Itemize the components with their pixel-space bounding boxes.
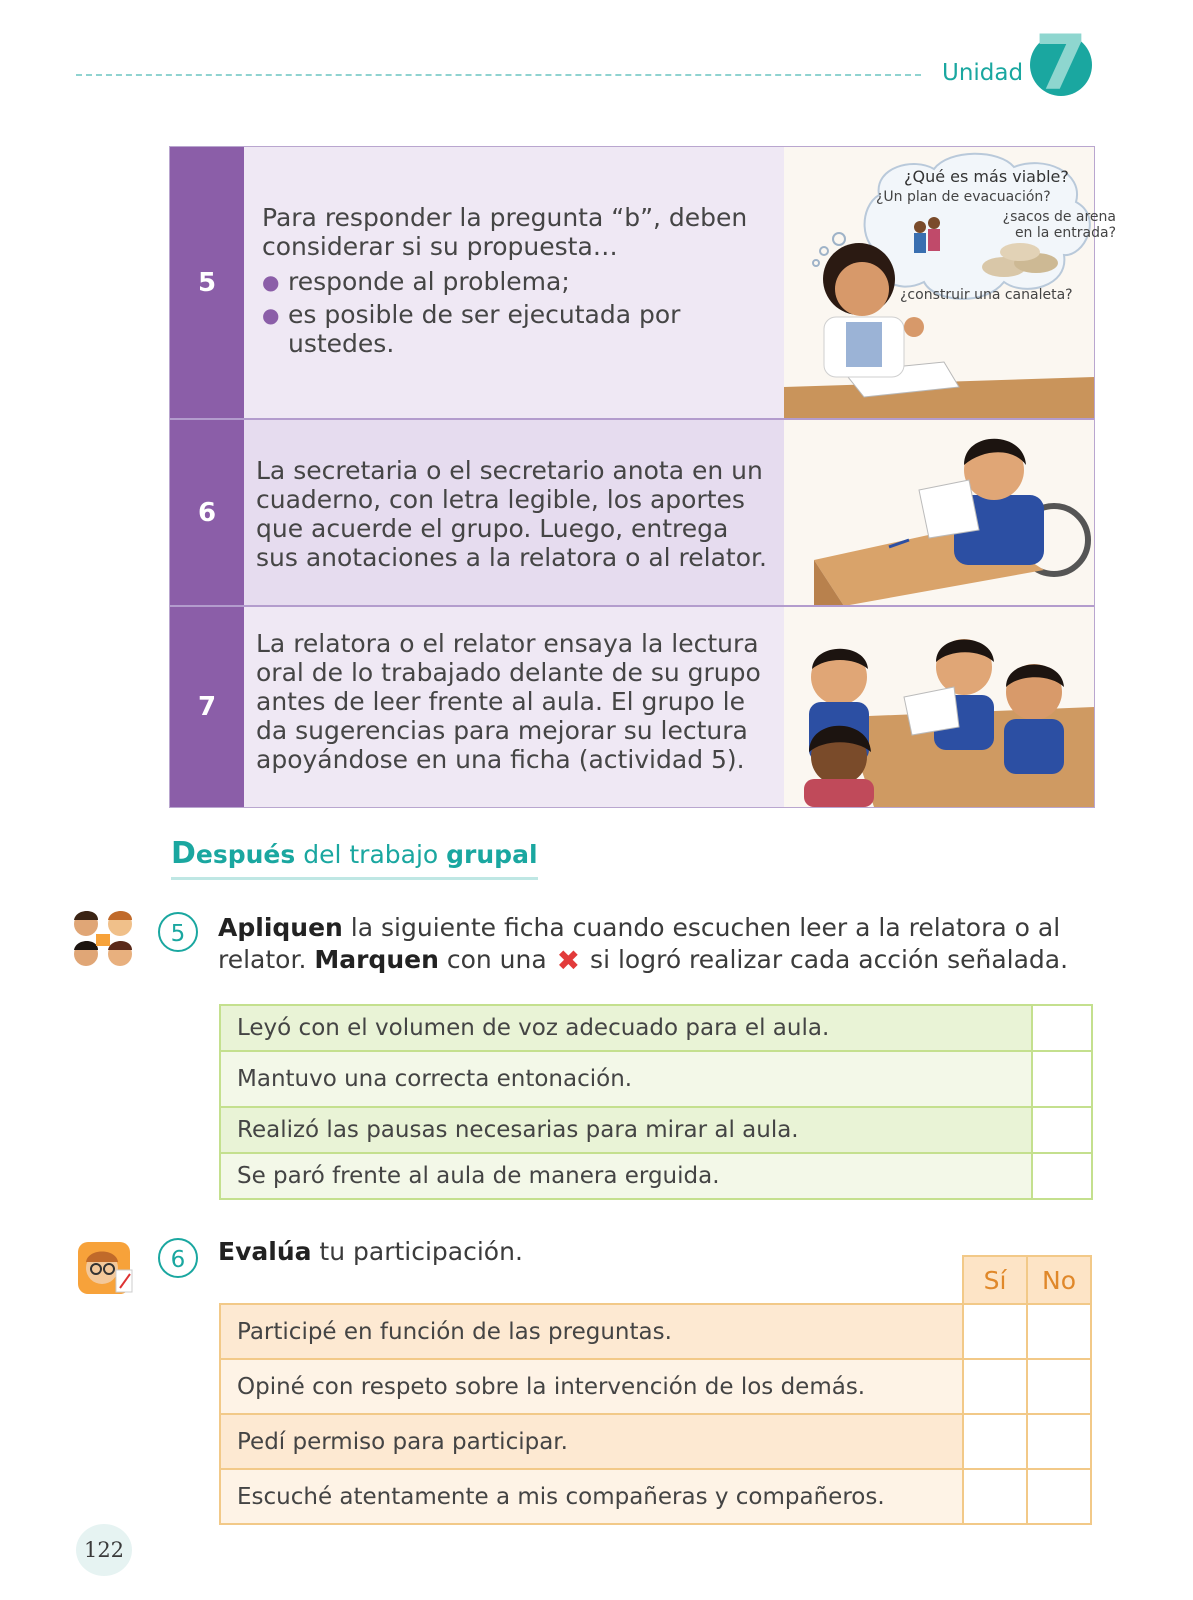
table-header-row bbox=[220, 1256, 1091, 1304]
page-number: 122 bbox=[76, 1524, 132, 1576]
checklist-row bbox=[220, 1107, 1092, 1153]
column-no: No bbox=[1027, 1256, 1091, 1304]
check-box[interactable] bbox=[1032, 1107, 1092, 1153]
evaluation-row bbox=[220, 1469, 1091, 1524]
evaluation-row bbox=[220, 1304, 1091, 1359]
self-evaluation-table bbox=[219, 1255, 1092, 1525]
evaluation-item: Escuché atentamente a mis compañeras y compañeros. bbox=[220, 1469, 963, 1524]
checklist-row bbox=[220, 1051, 1092, 1107]
activity-number: 5 bbox=[158, 912, 198, 952]
boy-wheelchair-illustration bbox=[784, 420, 1094, 606]
step-number: 5 bbox=[170, 147, 244, 419]
bubble-question: ¿sacos de arena en la entrada? bbox=[1002, 209, 1116, 241]
instruction-verb: Marquen bbox=[314, 945, 439, 974]
bullet-icon: ● bbox=[262, 270, 280, 294]
unit-label: Unidad bbox=[942, 60, 1024, 86]
instruction-verb: Apliquen bbox=[218, 913, 343, 942]
check-box[interactable] bbox=[1032, 1153, 1092, 1199]
no-box[interactable] bbox=[1027, 1469, 1091, 1524]
girl-thinking-illustration bbox=[784, 147, 1116, 419]
girl-thinking-image bbox=[784, 147, 1094, 419]
evaluation-item: Participé en función de las preguntas. bbox=[220, 1304, 963, 1359]
yes-box[interactable] bbox=[963, 1414, 1027, 1469]
steps-table bbox=[169, 146, 1116, 808]
no-box[interactable] bbox=[1027, 1414, 1091, 1469]
step-text: La relatora o el relator ensaya la lectura oral de lo trabajado delante de su grupo antes de leer frente al aula. El grupo le da sugerencias para mejorar su lectura apoyándose en una ficha (actividad 5). bbox=[244, 607, 784, 807]
step-bullet bbox=[262, 300, 764, 358]
checklist-row bbox=[220, 1153, 1092, 1199]
evaluation-item: Pedí permiso para participar. bbox=[220, 1414, 963, 1469]
header-spacer bbox=[220, 1256, 963, 1304]
unit-number: 7 bbox=[1034, 18, 1088, 107]
self-evaluation-icon bbox=[76, 1240, 140, 1304]
checklist-item: Realizó las pausas necesarias para mirar al aula. bbox=[220, 1107, 1032, 1153]
evaluation-row bbox=[220, 1414, 1091, 1469]
step-bullet bbox=[262, 267, 764, 297]
checklist-item: Leyó con el volumen de voz adecuado para el aula. bbox=[220, 1005, 1032, 1051]
checklist-item: Mantuvo una correcta entonación. bbox=[220, 1051, 1032, 1107]
bubble-question-main: ¿Qué es más viable? bbox=[904, 167, 1069, 186]
step-number: 7 bbox=[170, 607, 244, 807]
instruction-text: si logró realizar cada acción señalada. bbox=[582, 945, 1069, 974]
bullet-icon: ● bbox=[262, 303, 280, 327]
no-box[interactable] bbox=[1027, 1359, 1091, 1414]
step-number: 6 bbox=[170, 420, 244, 606]
checklist-row bbox=[220, 1005, 1092, 1051]
instruction-text: con una bbox=[438, 945, 555, 974]
activity5-instructions bbox=[218, 912, 1118, 977]
heading-word: espués bbox=[195, 840, 296, 869]
bullet-text: es posible de ser ejecutada por ustedes. bbox=[288, 300, 681, 358]
evaluation-item: Opiné con respeto sobre la intervención de los demás. bbox=[220, 1359, 963, 1414]
bubble-question: ¿construir una canaleta? bbox=[900, 287, 1073, 303]
column-yes: Sí bbox=[963, 1256, 1027, 1304]
section-heading bbox=[171, 836, 538, 880]
checklist-item: Se paró frente al aula de manera erguida. bbox=[220, 1153, 1032, 1199]
step-intro: Para responder la pregunta “b”, deben considerar si su propuesta… bbox=[262, 203, 748, 261]
check-box[interactable] bbox=[1032, 1051, 1092, 1107]
instruction-text: tu participación. bbox=[311, 1237, 523, 1266]
no-box[interactable] bbox=[1027, 1304, 1091, 1359]
reading-checklist bbox=[219, 1004, 1093, 1200]
yes-box[interactable] bbox=[963, 1304, 1027, 1359]
bullet-text: responde al problema; bbox=[288, 267, 570, 296]
header-dashed-rule bbox=[76, 74, 921, 76]
heading-initial: D bbox=[171, 836, 196, 871]
yes-box[interactable] bbox=[963, 1469, 1027, 1524]
evaluation-row bbox=[220, 1359, 1091, 1414]
check-box[interactable] bbox=[1032, 1005, 1092, 1051]
step-text bbox=[244, 147, 784, 419]
instruction-verb: Evalúa bbox=[218, 1237, 312, 1266]
group-work-icon bbox=[70, 908, 134, 972]
instruction-text: la siguiente ficha cuando escuchen leer a la relatora o al relator. bbox=[218, 913, 1061, 974]
activity-number: 6 bbox=[158, 1238, 198, 1278]
group-reading-image bbox=[784, 607, 1094, 807]
yes-box[interactable] bbox=[963, 1359, 1027, 1414]
boy-wheelchair-image bbox=[784, 420, 1094, 606]
heading-middle: del trabajo bbox=[295, 840, 447, 869]
bubble-question: ¿Un plan de evacuación? bbox=[876, 189, 1051, 205]
group-reading-illustration bbox=[784, 607, 1094, 807]
cross-mark-icon: ✖ bbox=[556, 944, 581, 977]
step-text: La secretaria o el secretario anota en un cuaderno, con letra legible, los aportes que acuerde el grupo. Luego, entrega sus anotaciones a la relatora o al relator. bbox=[244, 420, 784, 606]
heading-word: grupal bbox=[446, 840, 538, 869]
